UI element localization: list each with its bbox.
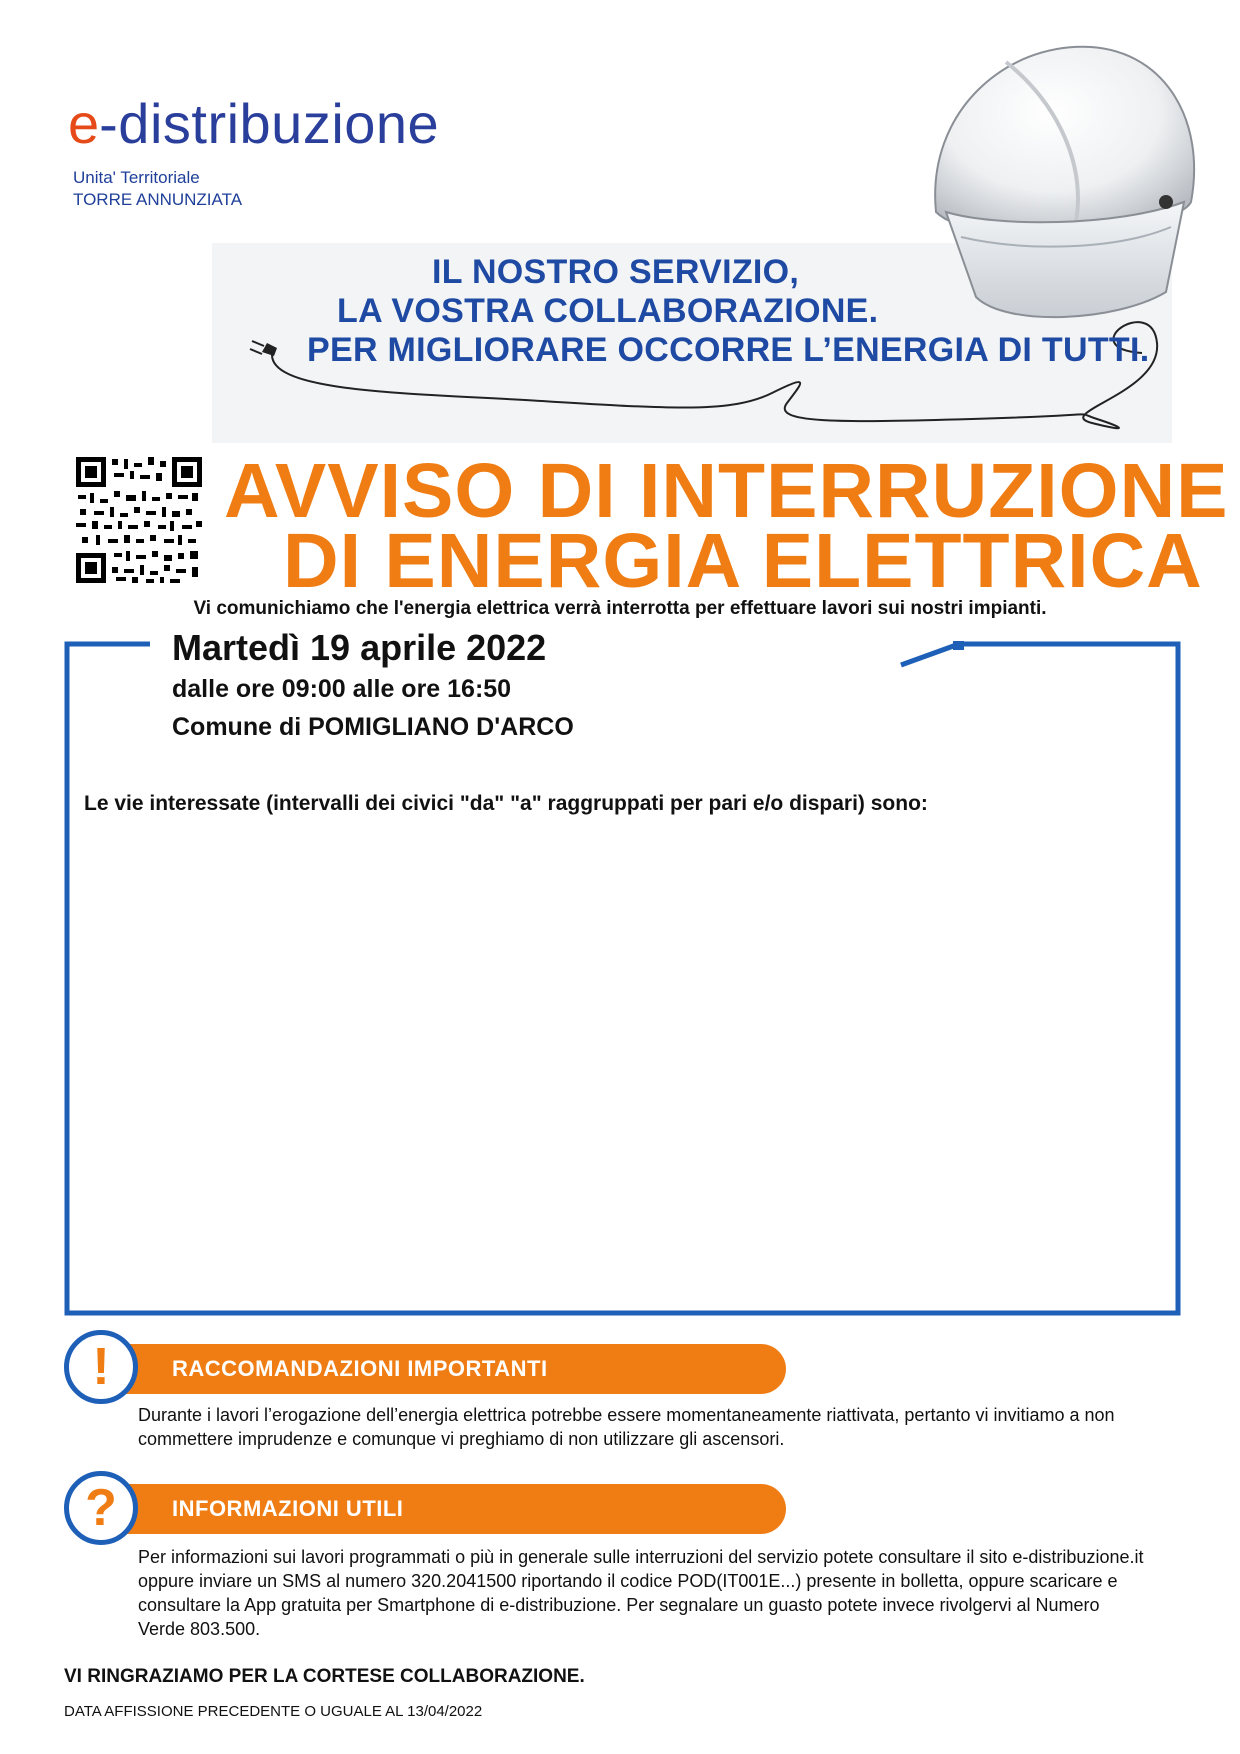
- qr-code: [74, 455, 204, 585]
- notice-title-line-1: AVVISO DI INTERRUZIONE: [224, 448, 1229, 534]
- exclamation-icon: !: [64, 1330, 138, 1404]
- affected-streets-label: Le vie interessate (intervalli dei civici "da" "a" raggruppati per pari e/o dispari) sono:: [84, 792, 928, 815]
- company-logo: [68, 92, 440, 155]
- interruption-time: dalle ore 09:00 alle ore 16:50: [172, 675, 512, 703]
- logo-text: -distribuzione: [99, 92, 440, 155]
- notice-title-line-2: DI ENERGIA ELETTRICA: [283, 518, 1203, 604]
- logo-e: e: [68, 92, 100, 155]
- unit-label: Unita' Territoriale: [73, 168, 200, 187]
- info-heading: INFORMAZIONI UTILI: [112, 1484, 786, 1534]
- safety-helmet-illustration: [916, 22, 1208, 338]
- notice-box-frame: [64, 641, 1181, 1316]
- recommendations-text: Durante i lavori l’erogazione dell’energia elettrica potrebbe essere momentaneamente riattivata, pertanto vi invitiamo a non commettere imprudenze e comunque vi preghiamo di non utilizzare gli ascensori.: [138, 1405, 1115, 1449]
- info-text: Per informazioni sui lavori programmati o più in generale sulle interruzioni del servizio potete consultare il sito e-distribuzione.it oppure inviare un SMS al numero 320.2041500 riportando il codice POD(IT001E...) presente in bolletta, oppure scaricare e consultare la App gratuita per Smartphone di e-distribuzione. Per segnalare un guasto potete invece rivolgervi al Numero Verde 803.500.: [138, 1547, 1144, 1639]
- unit-name: TORRE ANNUNZIATA: [73, 190, 243, 209]
- intro-text: Vi comunichiamo che l'energia elettrica verrà interrotta per effettuare lavori sui nostri impianti.: [193, 598, 1047, 619]
- slogan-line-2: LA VOSTRA COLLABORAZIONE.: [337, 292, 879, 330]
- territorial-unit: [73, 167, 242, 211]
- interruption-date: Martedì 19 aprile 2022: [172, 627, 547, 668]
- slogan-line-1: IL NOSTRO SERVIZIO,: [432, 253, 800, 291]
- slogan-line-3: PER MIGLIORARE OCCORRE L’ENERGIA DI TUTTI.: [307, 331, 1150, 369]
- municipality: Comune di POMIGLIANO D'ARCO: [172, 713, 574, 741]
- posting-date: DATA AFFISSIONE PRECEDENTE O UGUALE AL 13/04/2022: [64, 1703, 483, 1720]
- thanks-text: VI RINGRAZIAMO PER LA CORTESE COLLABORAZIONE.: [64, 1666, 585, 1687]
- recommendations-heading: RACCOMANDAZIONI IMPORTANTI: [112, 1344, 786, 1394]
- question-icon: ?: [64, 1471, 138, 1545]
